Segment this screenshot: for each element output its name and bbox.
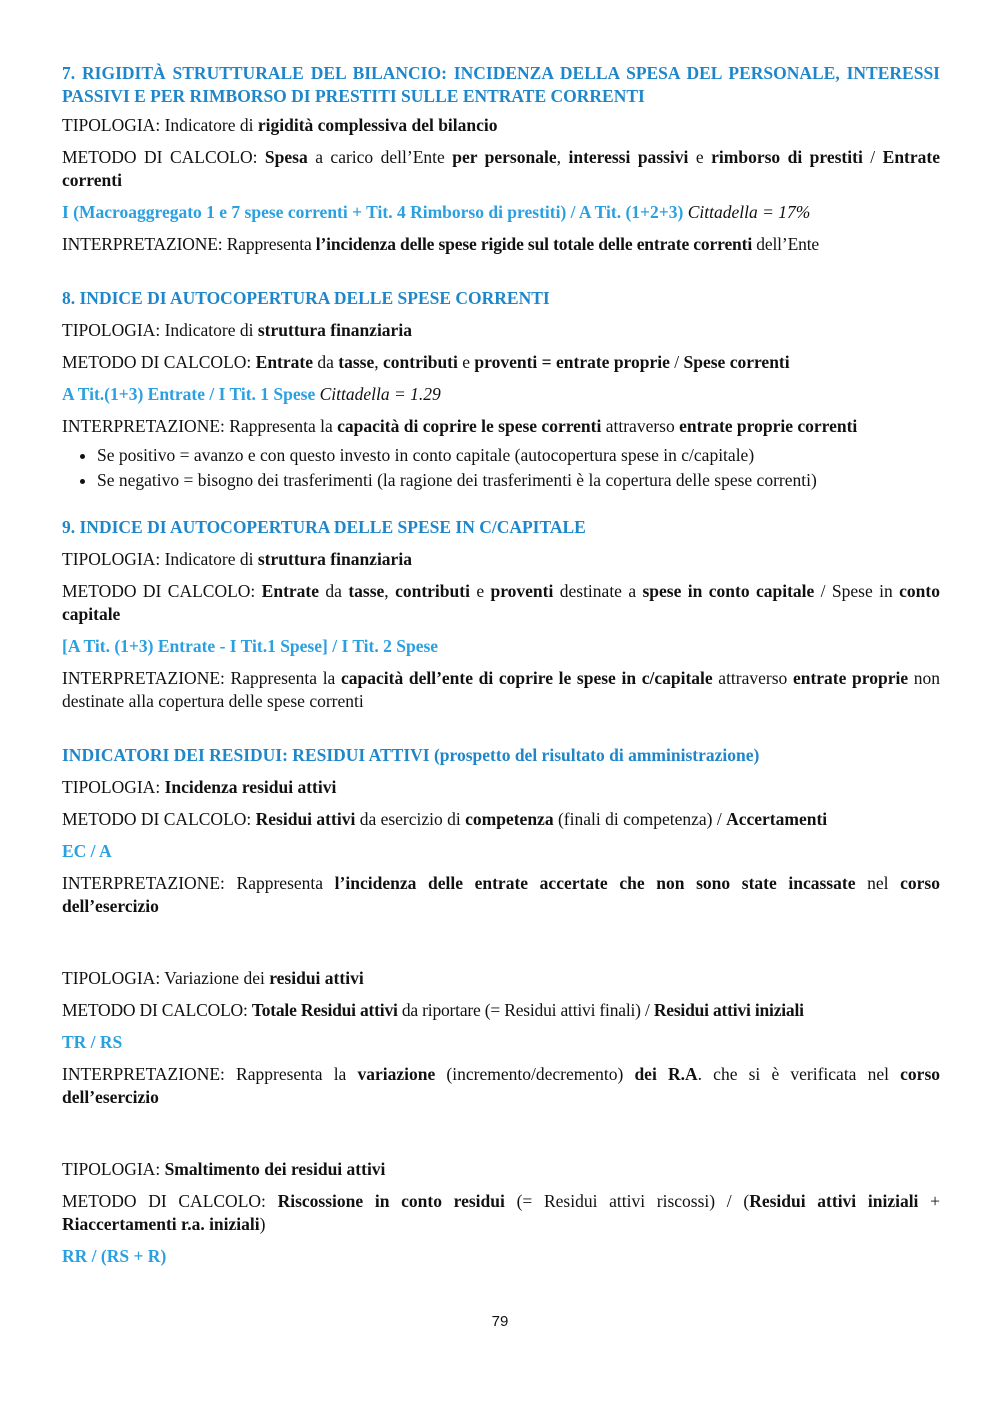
residui-c-metodo: METODO DI CALCOLO: Riscossione in conto residui (= Residui attivi riscossi) / (Residui attivi iniziali + Riaccertamenti r.a. iniziali) bbox=[62, 1191, 940, 1234]
section-9-tipologia: TIPOLOGIA: Indicatore di struttura finanziaria bbox=[62, 549, 412, 569]
section-8-title: 8. INDICE DI AUTOCOPERTURA DELLE SPESE CORRENTI bbox=[62, 288, 550, 308]
section-8-formula: A Tit.(1+3) Entrate / I Tit. 1 Spese Cittadella = 1.29 bbox=[62, 384, 441, 404]
residui-a-interpretazione: INTERPRETAZIONE: Rappresenta l’incidenza delle entrate accertate che non sono state incassate nel corso dell’esercizio bbox=[62, 873, 940, 916]
list-item: • Se negativo = bisogno dei trasferimenti (la ragione dei trasferimenti è la copertura delle spese correnti) bbox=[97, 469, 940, 492]
residui-a-metodo: METODO DI CALCOLO: Residui attivi da esercizio di competenza (finali di competenza) / Accertamenti bbox=[62, 809, 828, 829]
list-item: • Se positivo = avanzo e con questo investo in conto capitale (autocopertura spese in c/capitale) bbox=[97, 444, 940, 467]
residui-b-metodo: METODO DI CALCOLO: Totale Residui attivi da riportare (= Residui attivi finali) / Residui attivi iniziali bbox=[62, 1000, 804, 1020]
section-7-title: 7. RIGIDITÀ STRUTTURALE DEL BILANCIO: INCIDENZA DELLA SPESA DEL PERSONALE, INTERESSI PASSIVI E PER RIMBORSO DI PRESTITI SULLE ENTRATE CORRENTI bbox=[62, 63, 940, 106]
residui-b-formula: TR / RS bbox=[62, 1032, 123, 1052]
residui-title: INDICATORI DEI RESIDUI: RESIDUI ATTIVI (prospetto del risultato di amministrazione) bbox=[62, 745, 760, 765]
section-9-formula: [A Tit. (1+3) Entrate - I Tit.1 Spese] / I Tit. 2 Spese bbox=[62, 636, 439, 656]
residui-c-formula: RR / (RS + R) bbox=[62, 1246, 167, 1266]
residui-a-formula: EC / A bbox=[62, 841, 112, 861]
section-7-tipologia: TIPOLOGIA: Indicatore di rigidità complessiva del bilancio bbox=[62, 115, 498, 135]
section-8-tipologia: TIPOLOGIA: Indicatore di struttura finanziaria bbox=[62, 320, 412, 340]
page-number: 79 bbox=[491, 1313, 509, 1330]
residui-a-tipologia: TIPOLOGIA: Incidenza residui attivi bbox=[62, 777, 337, 797]
section-7-metodo: METODO DI CALCOLO: Spesa a carico dell’Ente per personale, interessi passivi e rimborso di prestiti / Entrate correnti bbox=[62, 147, 940, 190]
section-8-bullet-list bbox=[62, 444, 940, 492]
residui-b-tipologia: TIPOLOGIA: Variazione dei residui attivi bbox=[62, 968, 364, 988]
section-8-metodo: METODO DI CALCOLO: Entrate da tasse, contributi e proventi = entrate proprie / Spese correnti bbox=[62, 352, 790, 372]
section-9-metodo: METODO DI CALCOLO: Entrate da tasse, contributi e proventi destinate a spese in conto capitale / Spese in conto capitale bbox=[62, 581, 940, 624]
section-9-interpretazione: INTERPRETAZIONE: Rappresenta la capacità dell’ente di coprire le spese in c/capitale attraverso entrate proprie non destinate alla copertura delle spese correnti bbox=[62, 668, 941, 711]
spacer bbox=[62, 265, 940, 287]
residui-b-interpretazione: INTERPRETAZIONE: Rappresenta la variazione (incremento/decremento) dei R.A. che si è verificata nel corso dell’esercizio bbox=[62, 1064, 941, 1107]
residui-c-tipologia: TIPOLOGIA: Smaltimento dei residui attivi bbox=[62, 1159, 386, 1179]
section-7-formula: I (Macroaggregato 1 e 7 spese correnti + Tit. 4 Rimborso di prestiti) / A Tit. (1+2+3) Cittadella = 17% bbox=[62, 202, 811, 222]
spacer bbox=[62, 1118, 940, 1158]
spacer bbox=[62, 494, 940, 516]
spacer bbox=[62, 927, 940, 967]
section-9-title: 9. INDICE DI AUTOCOPERTURA DELLE SPESE IN C/CAPITALE bbox=[62, 517, 586, 537]
spacer bbox=[62, 722, 940, 744]
document-page bbox=[62, 62, 940, 1277]
section-8-interpretazione: INTERPRETAZIONE: Rappresenta la capacità di coprire le spese correnti attraverso entrate proprie correnti bbox=[62, 416, 858, 436]
section-7-interpretazione: INTERPRETAZIONE: Rappresenta l’incidenza delle spese rigide sul totale delle entrate correnti dell’Ente bbox=[62, 234, 820, 254]
